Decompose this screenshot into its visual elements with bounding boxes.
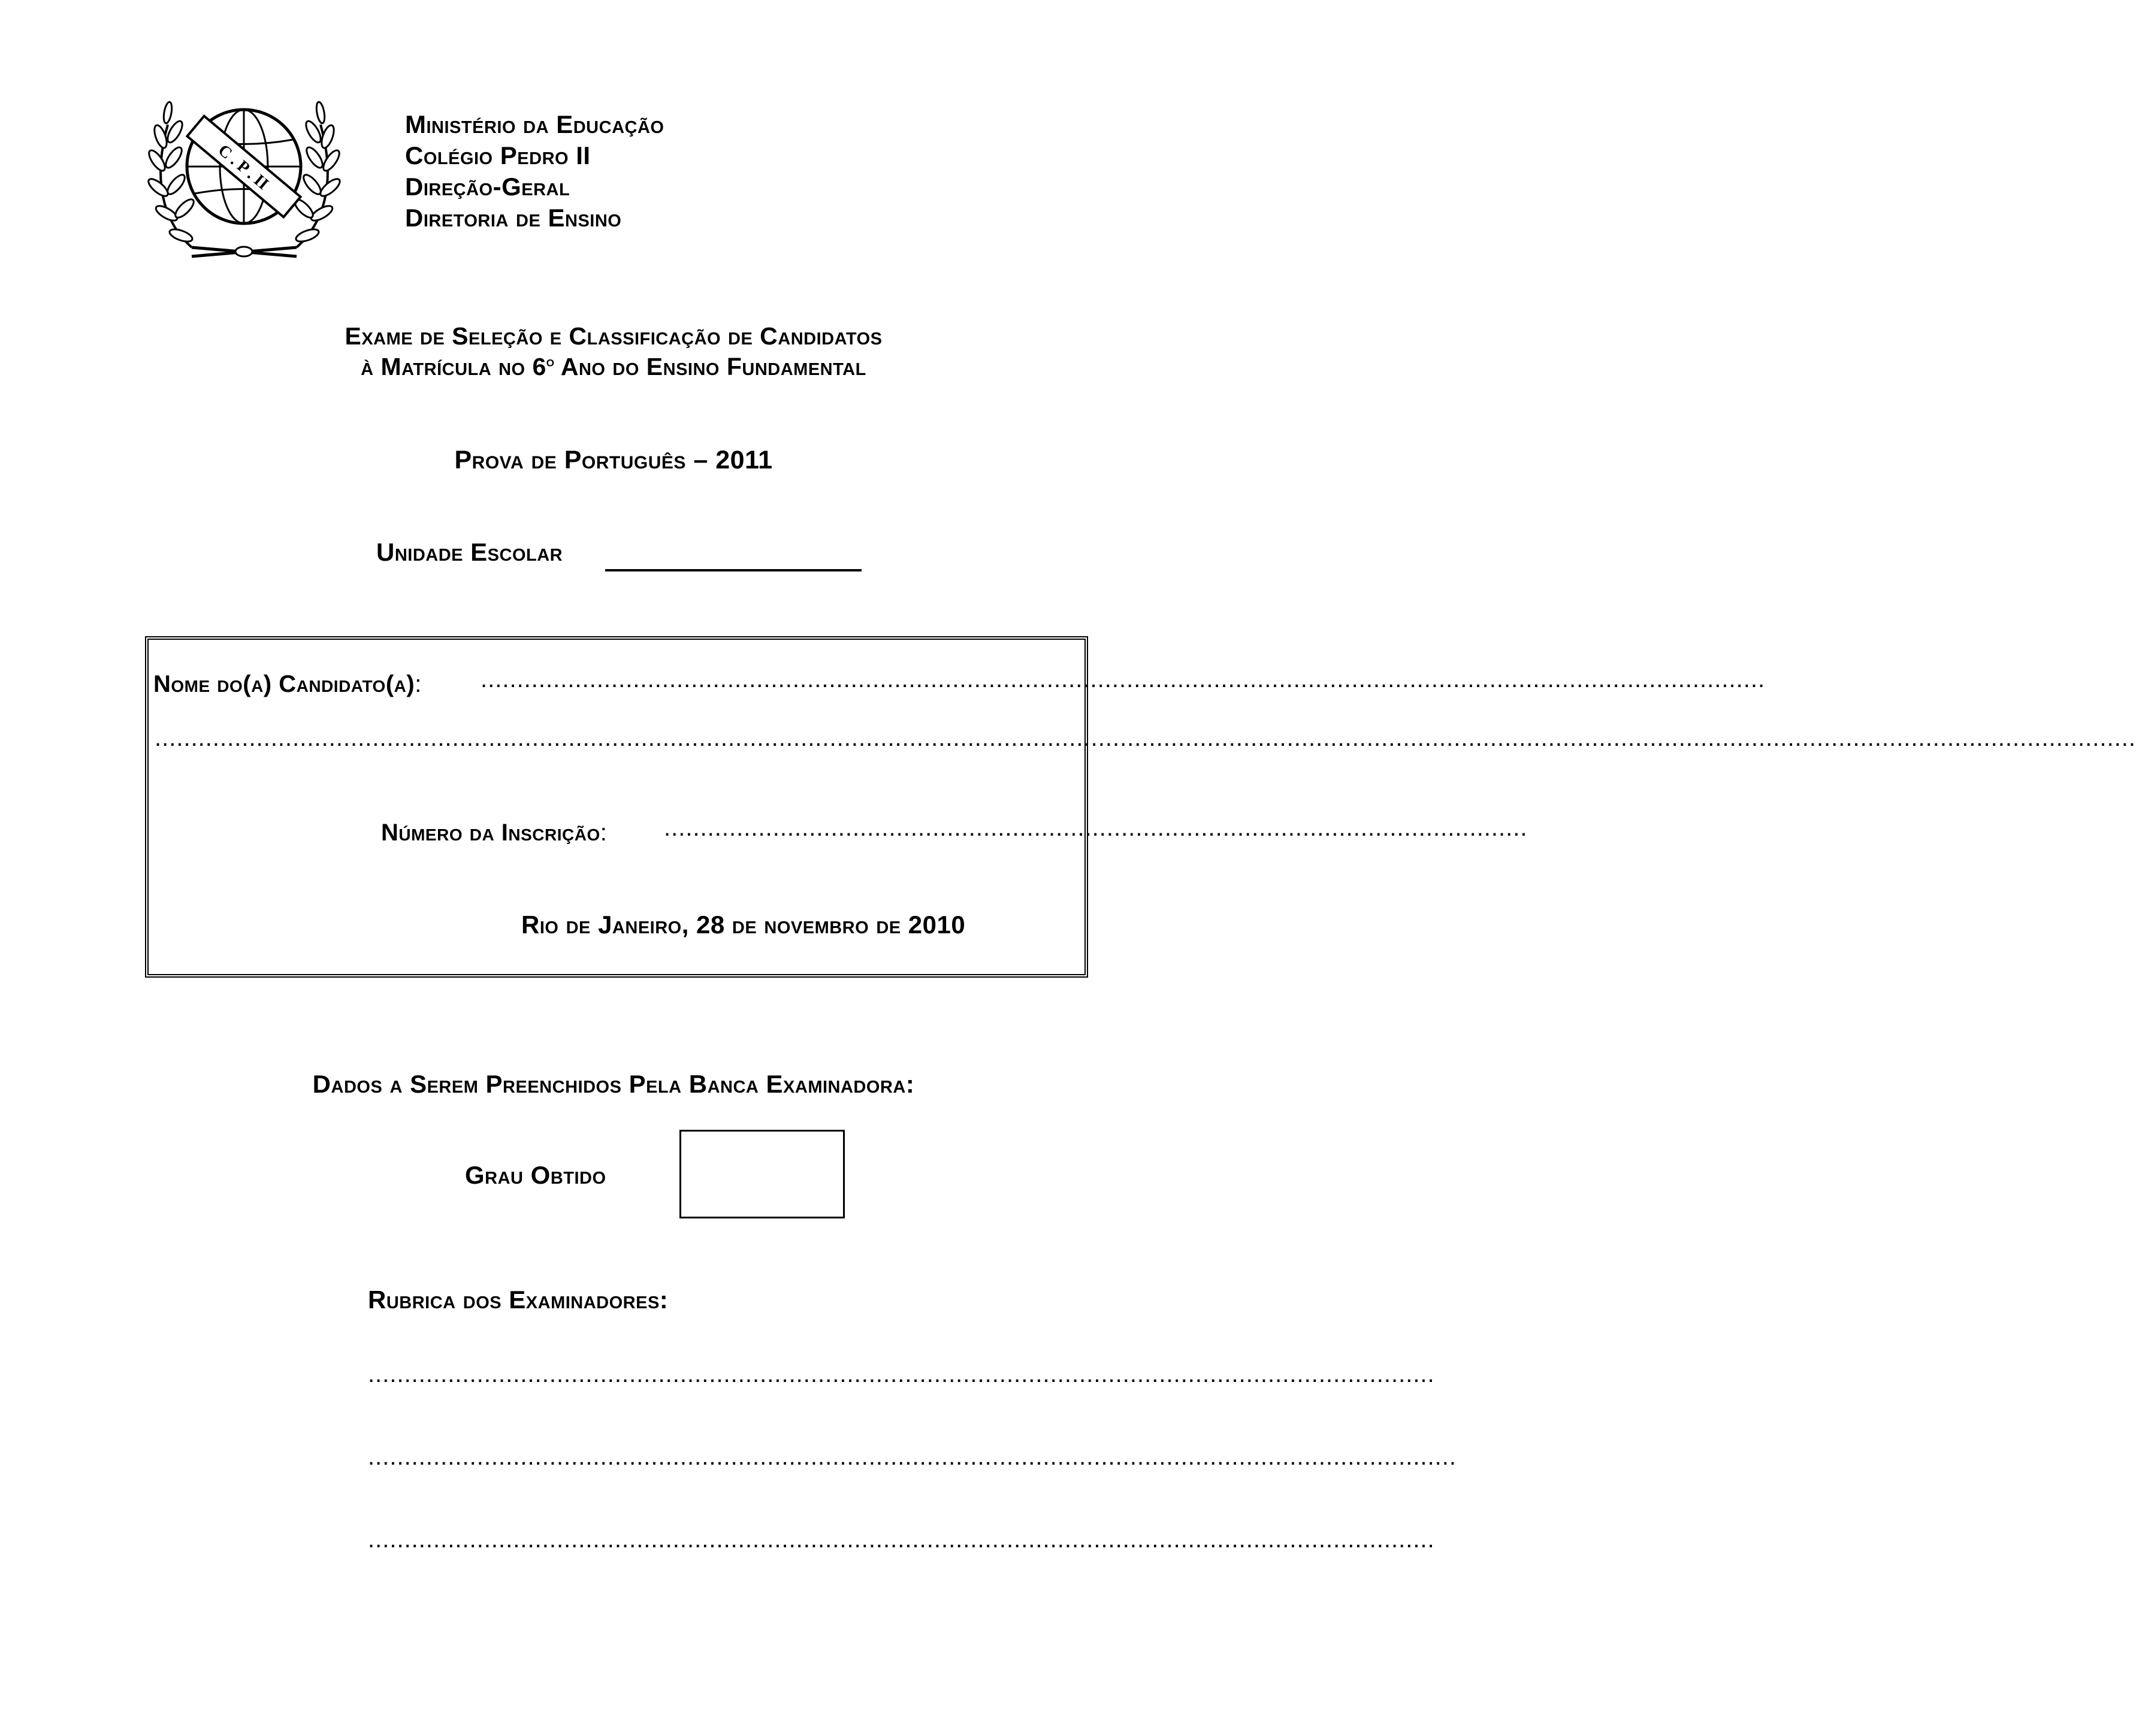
direction-line: Direção-Geral	[405, 173, 570, 201]
svg-text:C . P . II: C . P . II	[214, 141, 273, 194]
grade-box[interactable]	[679, 1130, 845, 1218]
exam-title-line-2-post: Ano do Ensino Fundamental	[554, 353, 866, 380]
ordinal-indicator: o	[546, 353, 555, 370]
unidade-escolar-label: Unidade Escolar	[376, 538, 563, 566]
registration-number-label: Número da Inscrição:	[381, 819, 607, 846]
examiner-signature-line-2[interactable]: ......................................................................................................................................................	[368, 1444, 1457, 1470]
exam-title-line-2-pre: à Matrícula no 6	[361, 353, 546, 380]
exam-date: Rio de Janeiro, 28 de novembro de 2010	[521, 911, 966, 939]
candidate-name-label-text: Nome do(a) Candidato(a)	[153, 671, 415, 697]
ministry-line: Ministério da Educação	[405, 110, 664, 138]
examiner-signature-line-3[interactable]: ...................................................................................................................................................	[368, 1526, 1435, 1553]
candidate-name-field-continuation[interactable]: .................................................................................................................................................................................................................................................................................	[155, 725, 2136, 751]
registration-number-label-text: Número da Inscrição	[381, 819, 600, 846]
college-line: Colégio Pedro II	[405, 141, 591, 170]
registration-number-field[interactable]: .......................................................................................................................	[664, 815, 1528, 841]
colegio-pedro-ii-seal-logo	[150, 89, 339, 259]
teaching-board-line: Diretoria de Ensino	[405, 204, 622, 232]
exam-subject-title: Prova de Português – 2011	[454, 446, 773, 474]
examiner-signature-line-1[interactable]: ...................................................................................................................................................	[368, 1361, 1435, 1387]
examiner-signatures-label: Rubrica dos Examinadores:	[368, 1286, 669, 1314]
examiner-section-title: Dados a Serem Preenchidos Pela Banca Examinadora:	[312, 1070, 915, 1098]
candidate-name-label: Nome do(a) Candidato(a):	[153, 671, 422, 697]
candidate-name-field[interactable]: .................................................................................................................................................................................	[481, 666, 1766, 692]
exam-title-line-1: Exame de Seleção e Classificação de Candidatos	[345, 322, 883, 350]
unidade-escolar-field[interactable]	[605, 569, 862, 571]
grade-label: Grau Obtido	[465, 1161, 606, 1189]
institution-header	[405, 109, 664, 234]
exam-title-line-2	[0, 353, 1227, 381]
